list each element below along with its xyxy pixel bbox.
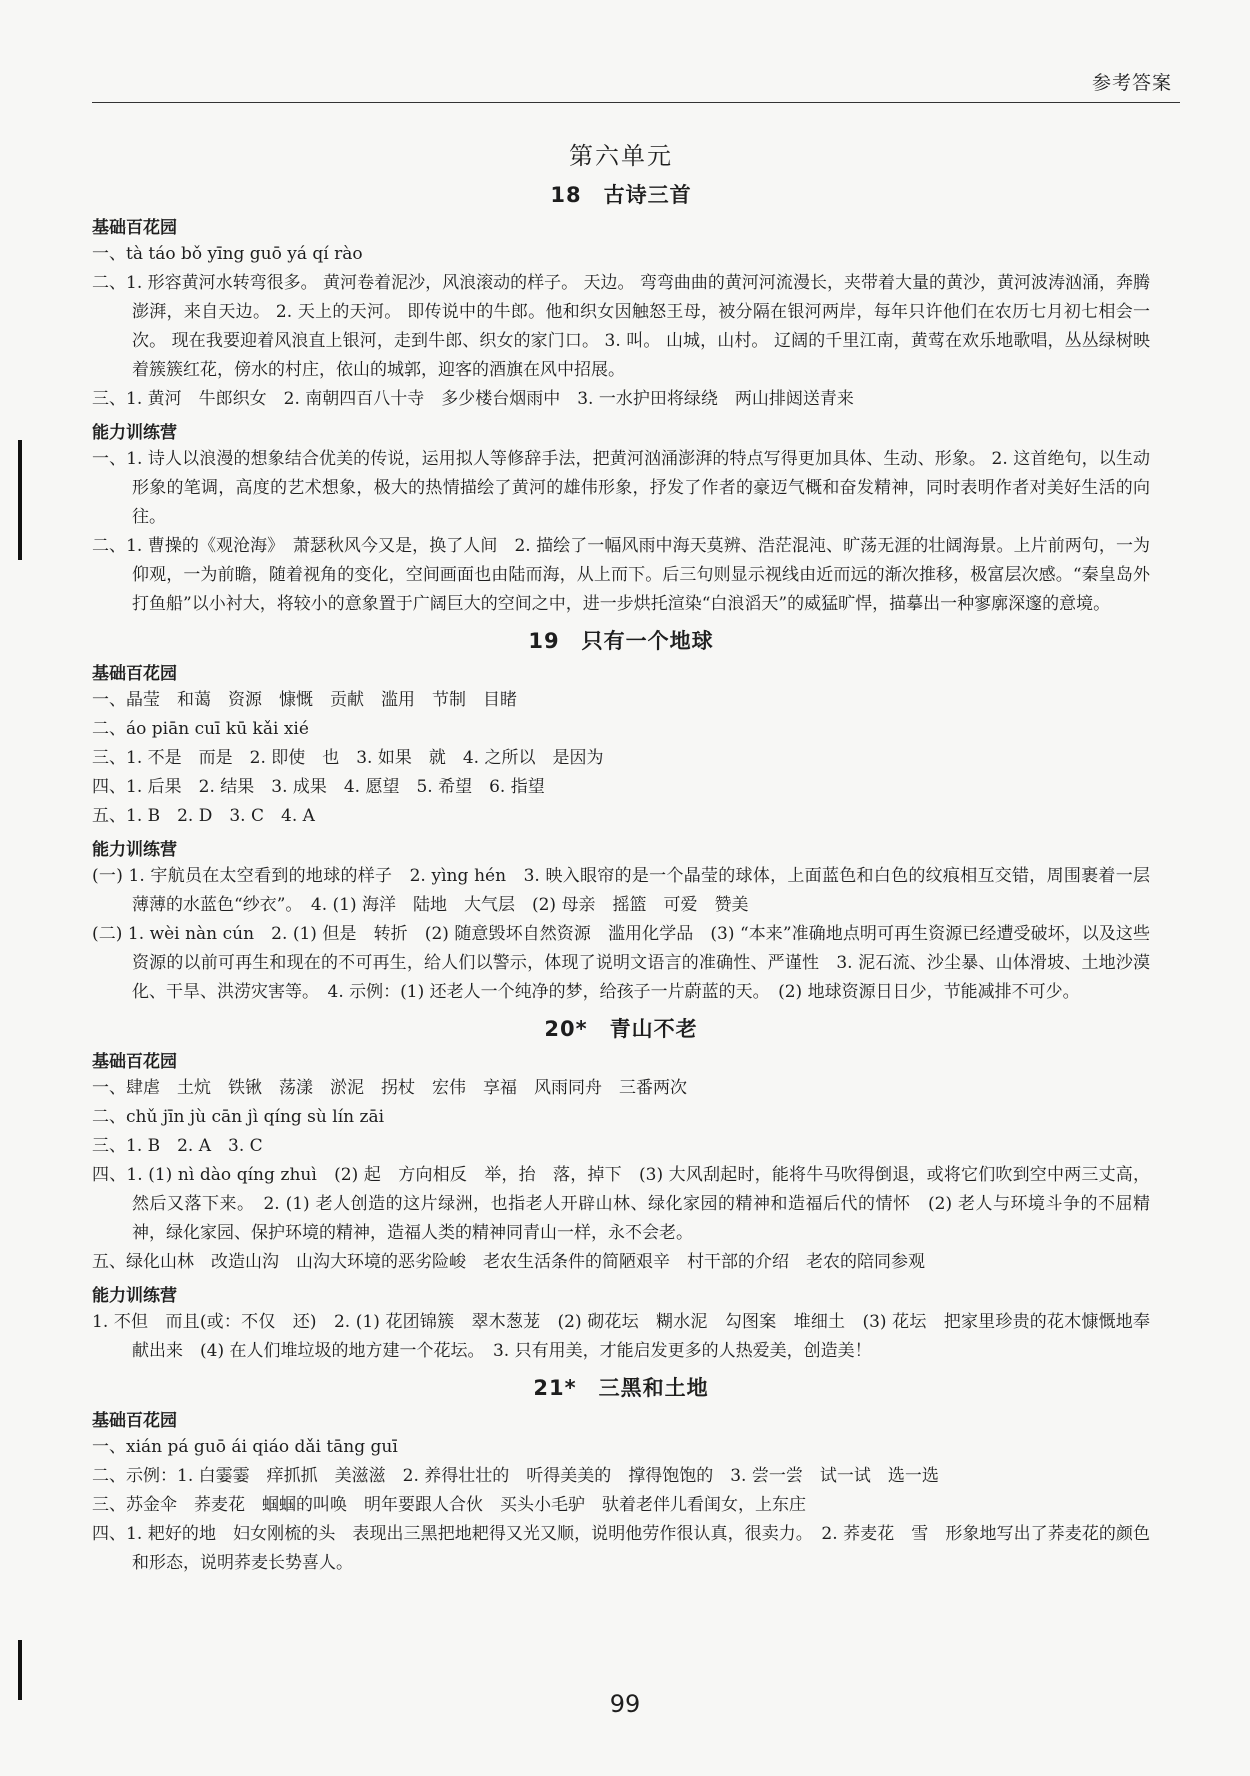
answer-item: 三、1. 黄河 牛郎织女 2. 南朝四百八十寺 多少楼台烟雨中 3. 一水护田将绿绕 两山排闼送青来 [92, 389, 854, 409]
answer-item: (一) 1. 宇航员在太空看到的地球的样子 2. yìng hén 3. 映入眼帘的是一个晶莹的球体，上面蓝色和白色的纹痕相互交错，周围裹着一层薄薄的水蓝色“纱衣”。 4. (1) 海洋 陆地 大气层 (2) 母亲 摇篮 可爱 赞美 [92, 866, 1150, 915]
answer-item: 二、1. 曹操的《观沧海》 萧瑟秋风今又是，换了人间 2. 描绘了一幅风雨中海天莫辨、浩茫混沌、旷荡无涯的壮阔海景。上片前两句，一为仰观，一为前瞻，随着视角的变化，空间画面也由陆而海，从上而下。后三句则显示视线由近而远的渐次推移，极富层次感。“秦皇岛外打鱼船”以小衬大，将较小的意象置于广阔巨大的空间之中，进一步烘托渲染“白浪滔天”的威猛旷悍，描摹出一种寥廓深邃的意境。 [92, 536, 1150, 614]
section-title: 能力训练营 [92, 423, 177, 443]
lesson-title-19: 19 只有一个地球 [528, 629, 714, 653]
answer-item: (二) 1. wèi nàn cún 2. (1) 但是 转折 (2) 随意毁坏自然资源 滥用化学品 (3) “本来”准确地点明可再生资源已经遭受破坏，以及这些资源的以前可再生和现在的不可再生，给人们以警示，体现了说明文语言的准确性、严谨性 3. 泥石流、沙尘暴、山体滑坡、土地沙漠化、干旱、洪涝灾害等。 4. 示例：(1) 还老人一个纯净的梦，给孩子一片蔚蓝的天。 (2) 地球资源日日少，节能减排不可少。 [92, 924, 1150, 1002]
answer-item: 五、1. B 2. D 3. C 4. A [92, 806, 315, 826]
answer-item: 四、1. 后果 2. 结果 3. 成果 4. 愿望 5. 希望 6. 指望 [92, 777, 545, 797]
section-title: 基础百花园 [92, 1411, 177, 1431]
answer-item: 一、肆虐 土炕 铁锹 荡漾 淤泥 拐杖 宏伟 享福 风雨同舟 三番两次 [92, 1078, 687, 1098]
page-number: 99 [609, 1690, 641, 1718]
section-title: 基础百花园 [92, 218, 177, 238]
section-title: 基础百花园 [92, 1052, 177, 1072]
unit-title: 第六单元 [569, 142, 673, 170]
side-mark-top [18, 440, 22, 560]
answer-item: 一、晶莹 和蔼 资源 慷慨 贡献 滥用 节制 目睹 [92, 690, 517, 710]
answer-item: 二、chǔ jīn jù cān jì qíng sù lín zāi [92, 1107, 385, 1127]
answer-item: 四、1. (1) nì dào qíng zhuì (2) 起 方向相反 举，抬 落，掉下 (3) 大风刮起时，能将牛马吹得倒退，或将它们吹到空中两三丈高，然后又落下来。 2. (1) 老人创造的这片绿洲，也指老人开辟山林、绿化家园的精神和造福后代的情怀 (2) 老人与环境斗争的不屈精神，绿化家园、保护环境的精神，造福人类的精神同青山一样，永不会老。 [92, 1165, 1150, 1243]
section-title: 基础百花园 [92, 664, 177, 684]
answer-content [92, 128, 1150, 1578]
answer-item: 二、áo piān cuī kū kǎi xié [92, 719, 309, 739]
section-title: 能力训练营 [92, 840, 177, 860]
answer-item: 三、1. 不是 而是 2. 即使 也 3. 如果 就 4. 之所以 是因为 [92, 748, 604, 768]
answer-item: 五、绿化山林 改造山沟 山沟大环境的恶劣险峻 老农生活条件的简陋艰辛 村干部的介绍 老农的陪同参观 [92, 1252, 925, 1272]
answer-item: 四、1. 耙好的地 妇女刚梳的头 表现出三黑把地耙得又光又顺，说明他劳作很认真，很卖力。 2. 荞麦花 雪 形象地写出了荞麦花的颜色和形态，说明荞麦长势喜人。 [92, 1524, 1150, 1573]
answer-item: 二、1. 形容黄河水转弯很多。 黄河卷着泥沙，风浪滚动的样子。 天边。 弯弯曲曲的黄河河流漫长，夹带着大量的黄沙，黄河波涛汹涌，奔腾澎湃，来自天边。 2. 天上的天河。 即传说中的牛郎。他和织女因触怒王母，被分隔在银河两岸，每年只许他们在农历七月初七相会一次。 现在我要迎着风浪直上银河，走到牛郎、织女的家门口。 3. 叫。 山城，山村。 辽阔的千里江南，黄莺在欢乐地歌唱，丛丛绿树映着簇簇红花，傍水的村庄，依山的城郭，迎客的酒旗在风中招展。 [92, 273, 1150, 380]
answer-item: 三、1. B 2. A 3. C [92, 1136, 263, 1156]
header-label: 参考答案 [1091, 72, 1172, 94]
answer-item: 一、xián pá guō ái qiáo dǎi tāng guī [92, 1437, 398, 1457]
answer-item: 二、示例：1. 白霎霎 痒抓抓 美滋滋 2. 养得壮壮的 听得美美的 撑得饱饱的 3. 尝一尝 试一试 选一选 [92, 1466, 939, 1486]
answer-item: 一、tà táo bǒ yīng guō yá qí rào [92, 244, 363, 264]
section-title: 能力训练营 [92, 1286, 177, 1306]
answer-item: 一、1. 诗人以浪漫的想象结合优美的传说，运用拟人等修辞手法，把黄河汹涌澎湃的特点写得更加具体、生动、形象。 2. 这首绝句，以生动形象的笔调，高度的艺术想象，极大的热情描绘了黄河的雄伟形象，抒发了作者的豪迈气概和奋发精神，同时表明作者对美好生活的向往。 [92, 449, 1150, 527]
header-rule [92, 102, 1180, 103]
lesson-title-18: 18 古诗三首 [550, 183, 692, 207]
lesson-title-21: 21* 三黑和土地 [533, 1376, 709, 1400]
answer-item: 三、苏金伞 荞麦花 蝈蝈的叫唤 明年要跟人合伙 买头小毛驴 驮着老伴儿看闺女，上东庄 [92, 1495, 806, 1515]
lesson-title-20: 20* 青山不老 [544, 1017, 698, 1041]
answer-item: 1. 不但 而且(或：不仅 还) 2. (1) 花团锦簇 翠木葱茏 (2) 砌花坛 糊水泥 勾图案 堆细土 (3) 花坛 把家里珍贵的花木慷慨地奉献出来 (4) 在人们堆垃圾的地方建一个花坛。 3. 只有用美，才能启发更多的人热爱美，创造美！ [92, 1312, 1150, 1361]
